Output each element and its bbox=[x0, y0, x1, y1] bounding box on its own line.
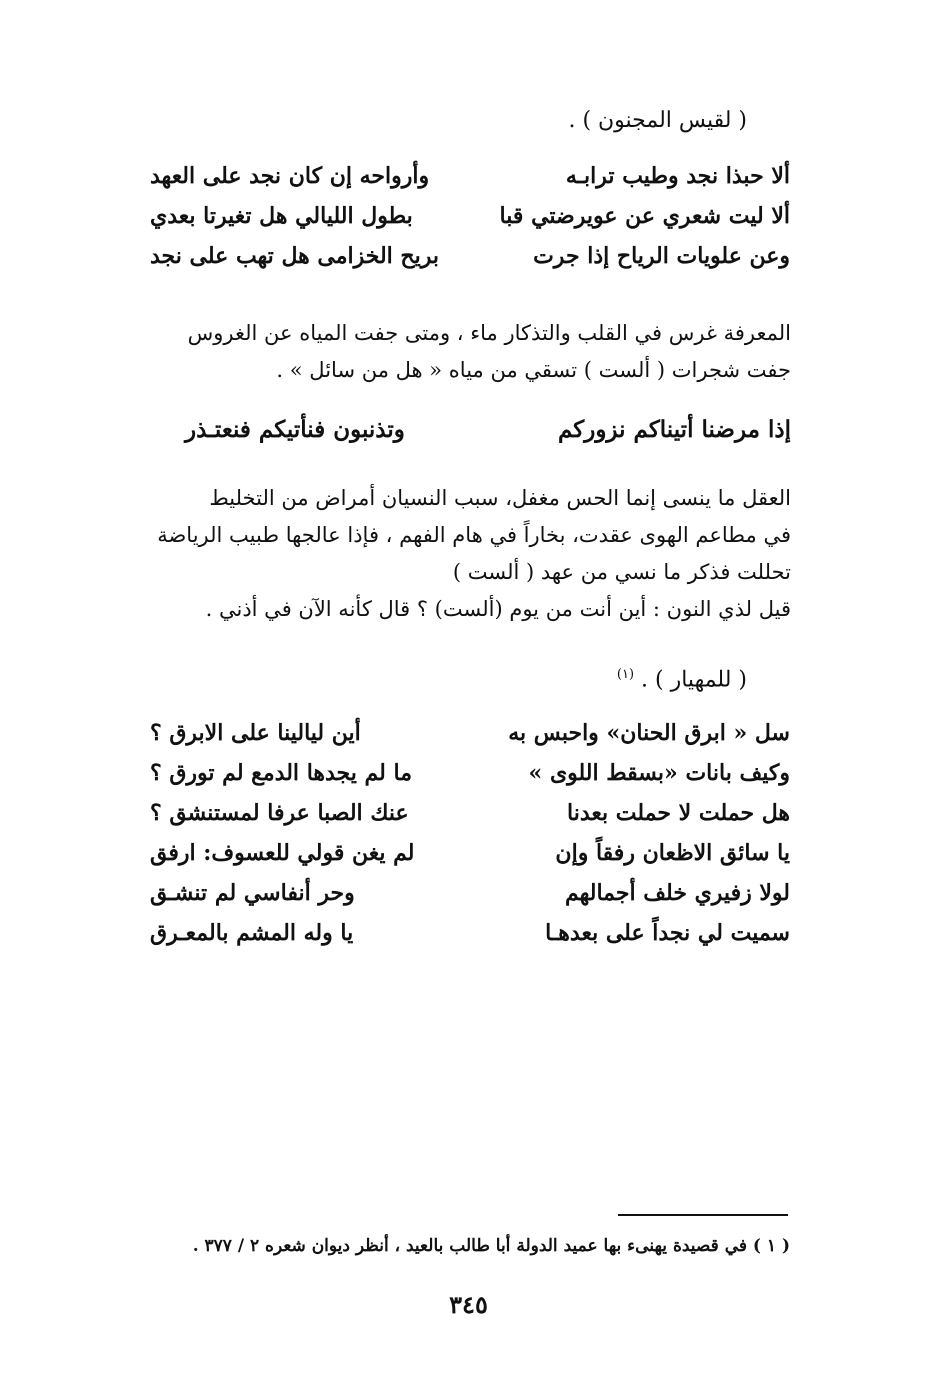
verse-first-hemistich: هل حملت لا حملت بعدنا bbox=[567, 800, 790, 826]
verse-line bbox=[150, 873, 790, 913]
verse-second-hemistich: وأرواحه إن كان نجد على العهد bbox=[150, 163, 430, 189]
page-number: ٣٤٥ bbox=[449, 1290, 488, 1319]
paragraph-line: في مطاعم الهوى عقدت، بخاراً في هام الفهم ، فإذا عالجها طبيب الرياضة bbox=[157, 523, 791, 547]
verse-first-hemistich: سميت لي نجداً على بعدهـا bbox=[545, 920, 790, 946]
paragraph-line: قيل لذي النون : أين أنت من يوم (ألست) ؟ قال كأنه الآن في أذني . bbox=[205, 597, 791, 621]
verse-second-hemistich: بريح الخزامى هل تهب على نجد bbox=[150, 243, 440, 269]
poem-majnun bbox=[150, 156, 790, 276]
attribution-text: ( للمهيار ) . bbox=[641, 667, 747, 693]
paragraph-line: تحللت فذكر ما نسي من عهد ( ألست ) bbox=[452, 560, 791, 584]
verse-line bbox=[150, 713, 790, 753]
verse-first-hemistich: وكيف بانات «بسقط اللوى » bbox=[528, 760, 790, 786]
paragraph-aql bbox=[155, 480, 791, 628]
verse-second-hemistich: أين ليالينا على الابرق ؟ bbox=[150, 720, 361, 746]
verse-first-hemistich: وعن علويات الرياح إذا جرت bbox=[533, 243, 790, 269]
paragraph-marifa bbox=[155, 315, 791, 389]
attribution-majnun: ( لقيس المجنون ) . bbox=[568, 108, 747, 133]
verse-second-hemistich: عنك الصبا عرفا لمستنشق ؟ bbox=[150, 800, 409, 826]
verse-second-hemistich: وحر أنفاسي لم تنشـق bbox=[150, 880, 355, 906]
verse-line bbox=[150, 793, 790, 833]
verse-first-hemistich: يا سائق الاظعان رفقاً وإن bbox=[555, 840, 790, 866]
verse-line bbox=[150, 196, 790, 236]
footnote-marker: (١) bbox=[616, 667, 635, 682]
footnote-divider bbox=[618, 1214, 788, 1216]
verse-line bbox=[150, 236, 790, 276]
verse-line bbox=[150, 913, 790, 953]
verse-second-hemistich: وتذنبون فنأتيكم فنعتـذر bbox=[185, 416, 405, 443]
verse-first-hemistich: ألا ليت شعري عن عويرضتي قبا bbox=[499, 203, 790, 229]
verse-second-hemistich: يا وله المشم بالمعـرق bbox=[150, 920, 354, 946]
paragraph-line: جفت شجرات ( ألست ) تسقي من مياه « هل من سائل » . bbox=[276, 358, 791, 382]
verse-second-hemistich: بطول الليالي هل تغيرتا بعدي bbox=[150, 203, 413, 229]
verse-first-hemistich: إذا مرضنا أتيناكم نزوركم bbox=[557, 416, 791, 443]
paragraph-line: المعرفة غرس في القلب والتذكار ماء ، ومتى جفت المياه عن الغروس bbox=[187, 321, 791, 345]
paragraph-line: العقل ما ينسى إنما الحس مغفل، سبب النسيان أمراض من التخليط bbox=[209, 486, 791, 510]
verse-first-hemistich: لولا زفيري خلف أجمالهم bbox=[564, 880, 790, 906]
verse-first-hemistich: سل « ابرق الحنان» واحبس به bbox=[508, 720, 790, 746]
verse-visit bbox=[185, 410, 791, 450]
poem-mihyar bbox=[150, 713, 790, 953]
verse-line bbox=[150, 833, 790, 873]
attribution-mihyar bbox=[617, 660, 747, 695]
footnote: ( ١ ) في قصيدة يهنىء بها عميد الدولة أبا طالب بالعيد ، أنظر ديوان شعره ٢ / ٣٧٧ . bbox=[192, 1236, 790, 1256]
verse-line bbox=[150, 156, 790, 196]
verse-first-hemistich: ألا حبذا نجد وطيب ترابـه bbox=[565, 163, 790, 189]
verse-second-hemistich: ما لم يجدها الدمع لم تورق ؟ bbox=[150, 760, 413, 786]
verse-line bbox=[150, 753, 790, 793]
verse-second-hemistich: لم يغن قولي للعسوف: ارفق bbox=[150, 840, 415, 866]
